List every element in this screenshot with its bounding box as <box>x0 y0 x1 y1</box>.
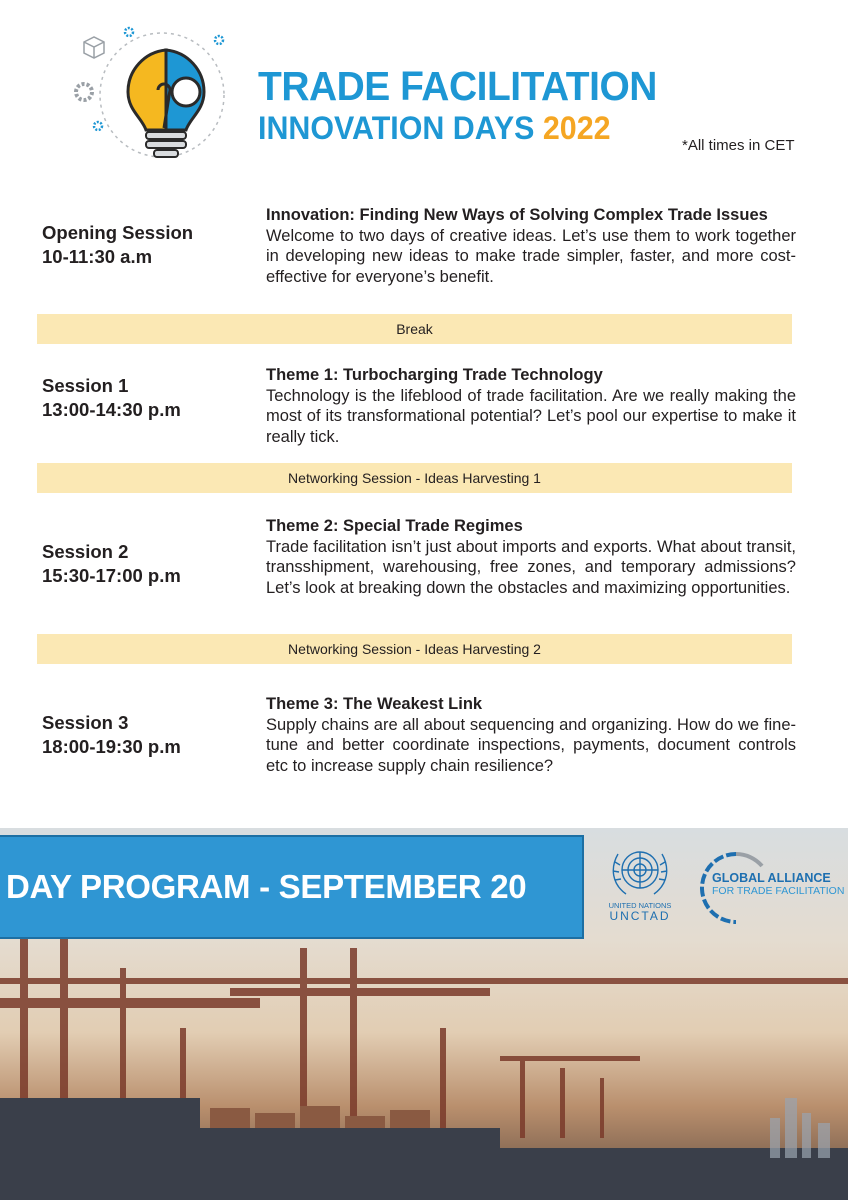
session-name: Session 2 <box>42 541 129 562</box>
networking-band-1: Networking Session - Ideas Harvesting 1 <box>37 463 792 493</box>
session-description: Supply chains are all about sequencing and organizing. How do we fine-tune and better coordinate inspections, payments, document controls etc to increase supply chain resilience? <box>266 715 796 775</box>
session-opening-body <box>266 205 796 287</box>
session-name: Session 1 <box>42 375 129 396</box>
session-time: 18:00-19:30 p.m <box>42 736 181 757</box>
break-band: Break <box>37 314 792 344</box>
innovation-lightbulb-gear-logo <box>62 20 232 170</box>
session-description: Trade facilitation isn’t just about imports and exports. What about transit, transshipment, warehousing, free zones, and temporary admissions? Let’s look at breaking down the obstacles and maximizing opportunities. <box>266 537 796 597</box>
networking-band-2: Networking Session - Ideas Harvesting 2 <box>37 634 792 664</box>
un-name: UNITED NATIONS <box>608 901 672 910</box>
day-program-banner <box>0 837 582 937</box>
session-1-body <box>266 365 796 447</box>
un-unctad-wordmark <box>602 900 678 922</box>
session-time: 10-11:30 a.m <box>42 246 153 267</box>
alliance-subtitle: FOR TRADE FACILITATION <box>712 885 845 897</box>
session-theme: Theme 2: Special Trade Regimes <box>266 517 523 535</box>
session-description: Technology is the lifeblood of trade facilitation. Are we really making the most of its transformational potential? Let’s pool our expertise to make it really tick. <box>266 386 796 446</box>
alliance-name: GLOBAL ALLIANCE <box>712 871 831 885</box>
timezone-note: *All times in CET <box>682 137 795 154</box>
session-3-label <box>42 711 181 759</box>
session-opening-label <box>42 221 193 269</box>
session-time: 13:00-14:30 p.m <box>42 399 181 420</box>
session-name: Opening Session <box>42 222 194 243</box>
session-theme: Theme 1: Turbocharging Trade Technology <box>266 366 603 384</box>
session-time: 15:30-17:00 p.m <box>42 565 181 586</box>
session-description: Welcome to two days of creative ideas. Let’s use them to work together in developing new ideas to make trade simpler, faster, and more cost-effective for everyone’s benefit. <box>266 226 796 286</box>
day-program-title: DAY PROGRAM - SEPTEMBER 20 <box>6 868 527 905</box>
session-theme: Theme 3: The Weakest Link <box>266 695 483 713</box>
session-2-label <box>42 540 181 588</box>
session-1-label <box>42 374 181 422</box>
session-3-body <box>266 694 796 776</box>
global-alliance-wordmark <box>712 872 844 898</box>
event-title-innovation-days: INNOVATION DAYS <box>258 110 535 146</box>
session-theme: Innovation: Finding New Ways of Solving Complex Trade Issues <box>266 206 768 224</box>
event-title-line1: TRADE FACILITATION <box>258 63 657 109</box>
session-2-body <box>266 516 796 598</box>
event-title-line2 <box>258 112 611 144</box>
session-name: Session 3 <box>42 712 129 733</box>
event-year: 2022 <box>542 110 611 146</box>
unctad-name: UNCTAD <box>609 909 671 923</box>
